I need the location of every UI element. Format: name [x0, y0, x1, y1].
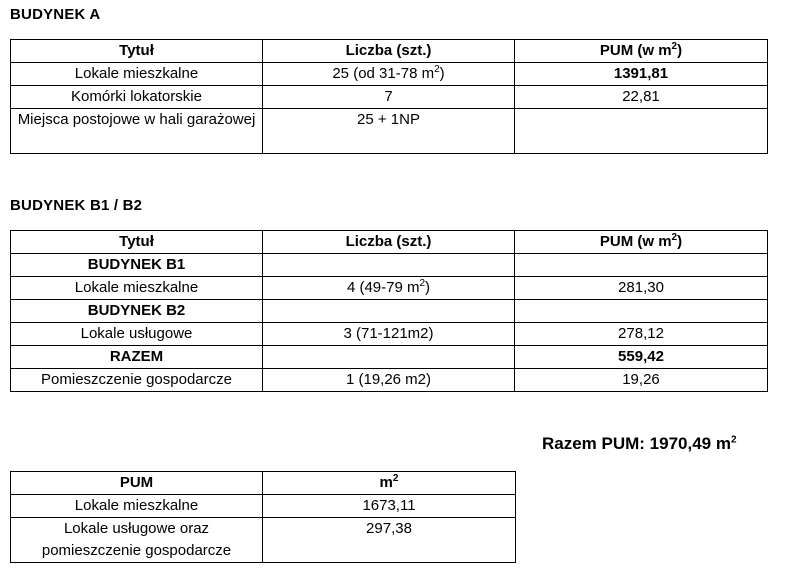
table-total-row [11, 346, 768, 369]
cell-title: Komórki lokatorskie [11, 86, 263, 109]
building-b-table [10, 230, 768, 392]
cell-title: Miejsca postojowe w hali garażowej [11, 109, 263, 154]
cell-pum [515, 254, 768, 277]
table-row [11, 86, 768, 109]
column-header-pum: PUM (w $m^2$) [515, 231, 768, 254]
cell-count [263, 346, 515, 369]
cell-count [263, 300, 515, 323]
cell-value: 297,38 [263, 518, 516, 563]
column-header-count: Liczba (szt.) [263, 231, 515, 254]
cell-title: RAZEM [11, 346, 263, 369]
column-header-unit: $m^2$ [263, 472, 516, 495]
cell-title: Lokale mieszkalne [11, 277, 263, 300]
cell-section-title: BUDYNEK B1 [11, 254, 263, 277]
column-header-title: Tytuł [11, 40, 263, 63]
table-row [11, 518, 516, 563]
cell-pum: 19,26 [515, 369, 768, 392]
table-section-row [11, 300, 768, 323]
cell-title: Lokale usługowe [11, 323, 263, 346]
table-section-row [11, 254, 768, 277]
table-row [11, 109, 768, 154]
column-header-pum: PUM [11, 472, 263, 495]
cell-label: Lokale usługowe oraz pomieszczenie gospodarcze [11, 518, 263, 563]
cell-pum: 559,42 [515, 346, 768, 369]
cell-count: 25 + 1NP [263, 109, 515, 154]
cell-title: Lokale mieszkalne [11, 63, 263, 86]
building-b-heading: BUDYNEK B1 / B2 [10, 197, 143, 214]
table-row [11, 63, 768, 86]
cell-count: 4 (49-79 $m^2$) [263, 277, 515, 300]
table-row [11, 495, 516, 518]
cell-section-title: BUDYNEK B2 [11, 300, 263, 323]
cell-count [263, 254, 515, 277]
table-row [11, 323, 768, 346]
table-header-row [11, 40, 768, 63]
column-header-title: Tytuł [11, 231, 263, 254]
table-header-row [11, 231, 768, 254]
cell-count: 25 (od 31-78 $m^2$) [263, 63, 515, 86]
cell-pum: 278,12 [515, 323, 768, 346]
cell-pum: 22,81 [515, 86, 768, 109]
cell-pum: 281,30 [515, 277, 768, 300]
cell-count: 1 (19,26 m2) [263, 369, 515, 392]
total-pum-label: Razem PUM: 1970,49 $m^2$ [542, 434, 737, 453]
column-header-pum: PUM (w $m^2$) [515, 40, 768, 63]
table-row [11, 277, 768, 300]
table-header-row [11, 472, 516, 495]
cell-pum [515, 109, 768, 154]
building-a-heading: BUDYNEK A [10, 6, 101, 23]
cell-count: 7 [263, 86, 515, 109]
column-header-count: Liczba (szt.) [263, 40, 515, 63]
table-row [11, 369, 768, 392]
cell-count: 3 (71-121m2) [263, 323, 515, 346]
summary-table [10, 471, 516, 563]
cell-title: Pomieszczenie gospodarcze [11, 369, 263, 392]
cell-pum: 1391,81 [515, 63, 768, 86]
cell-label: Lokale mieszkalne [11, 495, 263, 518]
cell-value: 1673,11 [263, 495, 516, 518]
building-a-table [10, 39, 768, 154]
cell-pum [515, 300, 768, 323]
